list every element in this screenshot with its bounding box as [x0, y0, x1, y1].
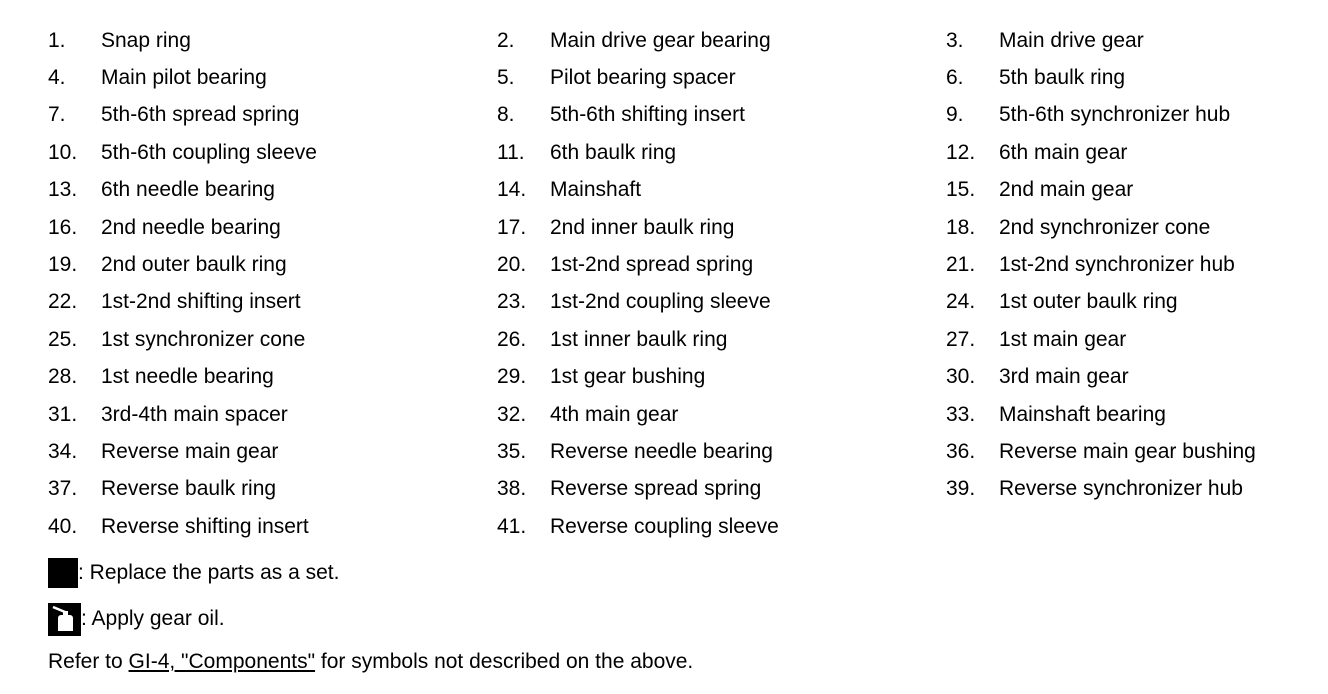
part-number: 22. — [48, 290, 78, 314]
part-name: 1st-2nd shifting insert — [101, 290, 301, 314]
part-number: 15. — [946, 178, 976, 202]
part-number: 23. — [497, 290, 527, 314]
part-number: 21. — [946, 253, 976, 277]
part-name: 2nd synchronizer cone — [999, 215, 1211, 239]
part-item — [48, 97, 497, 134]
part-name: 1st-2nd coupling sleeve — [550, 290, 771, 314]
part-name: 5th-6th spread spring — [101, 103, 300, 127]
part-number: 30. — [946, 365, 976, 389]
part-name: 2nd main gear — [999, 178, 1134, 202]
part-name: Reverse baulk ring — [101, 477, 277, 501]
part-item — [48, 134, 497, 171]
part-number: 40. — [48, 514, 78, 538]
part-item — [48, 284, 497, 321]
part-number: 16. — [48, 215, 78, 239]
part-name: Reverse coupling sleeve — [550, 514, 779, 538]
part-item — [946, 471, 1308, 508]
part-number: 27. — [946, 327, 976, 351]
components-link[interactable]: GI-4, "Components" — [128, 650, 316, 673]
part-item — [48, 246, 497, 283]
part-number: 20. — [497, 253, 527, 277]
part-name: Main drive gear bearing — [550, 28, 771, 52]
part-name: 1st outer baulk ring — [999, 290, 1178, 314]
part-number: 10. — [48, 140, 78, 164]
part-name: Reverse synchronizer hub — [999, 477, 1243, 501]
part-item — [48, 22, 497, 59]
legend-replace-set-text: : Replace the parts as a set. — [78, 561, 340, 584]
part-item — [946, 284, 1308, 321]
part-number: 17. — [497, 215, 527, 239]
part-item — [48, 59, 497, 96]
part-name: 1st-2nd spread spring — [550, 253, 754, 277]
part-item — [497, 209, 946, 246]
part-name: Reverse shifting insert — [101, 514, 309, 538]
part-name: 5th-6th coupling sleeve — [101, 140, 317, 164]
part-name: 1st inner baulk ring — [550, 327, 728, 351]
part-number: 34. — [48, 439, 78, 463]
part-number: 13. — [48, 178, 78, 202]
part-item — [946, 359, 1308, 396]
part-name: 3rd-4th main spacer — [101, 402, 288, 426]
part-number: 8. — [497, 103, 515, 127]
legend-replace-set — [48, 556, 339, 590]
part-number: 33. — [946, 402, 976, 426]
legend-apply-oil — [48, 602, 225, 636]
refer-note — [48, 650, 693, 674]
part-item — [497, 471, 946, 508]
part-name: 2nd outer baulk ring — [101, 253, 287, 277]
part-item — [946, 97, 1308, 134]
part-name: 2nd needle bearing — [101, 215, 281, 239]
part-item — [497, 433, 946, 470]
part-item — [946, 321, 1308, 358]
part-item — [497, 97, 946, 134]
part-name: 6th needle bearing — [101, 178, 275, 202]
part-item — [497, 396, 946, 433]
part-item — [497, 22, 946, 59]
part-item — [946, 22, 1308, 59]
part-name: Main drive gear — [999, 28, 1144, 52]
part-number: 29. — [497, 365, 527, 389]
part-item — [946, 433, 1308, 470]
part-item — [497, 134, 946, 171]
part-item — [48, 321, 497, 358]
part-number: 7. — [48, 103, 66, 127]
part-number: 2. — [497, 28, 515, 52]
part-item — [497, 284, 946, 321]
part-item — [946, 209, 1308, 246]
refer-suffix: for symbols not described on the above. — [315, 650, 694, 673]
part-name: 2nd inner baulk ring — [550, 215, 735, 239]
part-item — [48, 172, 497, 209]
part-name: Main pilot bearing — [101, 66, 267, 90]
part-item — [497, 246, 946, 283]
part-item — [497, 359, 946, 396]
part-name: 5th baulk ring — [999, 66, 1126, 90]
part-name: Reverse spread spring — [550, 477, 762, 501]
part-number: 37. — [48, 477, 78, 501]
part-name: Reverse main gear — [101, 439, 279, 463]
part-number: 11. — [497, 140, 525, 164]
part-name: Reverse needle bearing — [550, 439, 773, 463]
part-number: 41. — [497, 514, 527, 538]
part-item — [946, 134, 1308, 171]
parts-list — [48, 22, 1308, 545]
part-number: 38. — [497, 477, 527, 501]
part-item — [946, 246, 1308, 283]
filled-square-icon — [48, 558, 78, 588]
part-item — [497, 59, 946, 96]
part-item — [497, 172, 946, 209]
part-item — [946, 172, 1308, 209]
part-number: 18. — [946, 215, 976, 239]
part-name: Pilot bearing spacer — [550, 66, 736, 90]
part-name: Snap ring — [101, 28, 191, 52]
part-name: 1st needle bearing — [101, 365, 274, 389]
part-item — [48, 471, 497, 508]
part-name: 5th-6th shifting insert — [550, 103, 745, 127]
part-name: 5th-6th synchronizer hub — [999, 103, 1231, 127]
part-number: 1. — [48, 28, 66, 52]
part-name: Mainshaft bearing — [999, 402, 1166, 426]
part-item — [48, 359, 497, 396]
part-number: 25. — [48, 327, 78, 351]
part-name: 1st gear bushing — [550, 365, 706, 389]
part-item — [946, 396, 1308, 433]
part-number: 5. — [497, 66, 515, 90]
part-item — [48, 508, 497, 545]
part-number: 4. — [48, 66, 66, 90]
oil-can-icon — [48, 603, 81, 636]
part-number: 12. — [946, 140, 976, 164]
part-name: 1st synchronizer cone — [101, 327, 306, 351]
part-number: 28. — [48, 365, 78, 389]
part-number: 39. — [946, 477, 976, 501]
part-item — [48, 396, 497, 433]
part-item — [497, 508, 946, 545]
part-number: 32. — [497, 402, 527, 426]
part-number: 36. — [946, 439, 976, 463]
part-name: 4th main gear — [550, 402, 679, 426]
part-item — [946, 59, 1308, 96]
refer-prefix: Refer to — [48, 650, 129, 673]
part-number: 24. — [946, 290, 976, 314]
part-name: 1st-2nd synchronizer hub — [999, 253, 1235, 277]
legend-apply-oil-text: : Apply gear oil. — [81, 607, 225, 630]
part-number: 35. — [497, 439, 527, 463]
part-name: Reverse main gear bushing — [999, 439, 1256, 463]
part-name: 1st main gear — [999, 327, 1127, 351]
part-number: 9. — [946, 103, 964, 127]
part-name: 6th baulk ring — [550, 140, 677, 164]
part-name: 3rd main gear — [999, 365, 1129, 389]
part-item — [48, 433, 497, 470]
part-item — [497, 321, 946, 358]
part-number: 3. — [946, 28, 964, 52]
part-name: Mainshaft — [550, 178, 642, 202]
part-name: 6th main gear — [999, 140, 1128, 164]
part-number: 31. — [48, 402, 78, 426]
part-item — [48, 209, 497, 246]
part-number: 6. — [946, 66, 964, 90]
part-number: 19. — [48, 253, 78, 277]
part-number: 14. — [497, 178, 527, 202]
part-number: 26. — [497, 327, 527, 351]
